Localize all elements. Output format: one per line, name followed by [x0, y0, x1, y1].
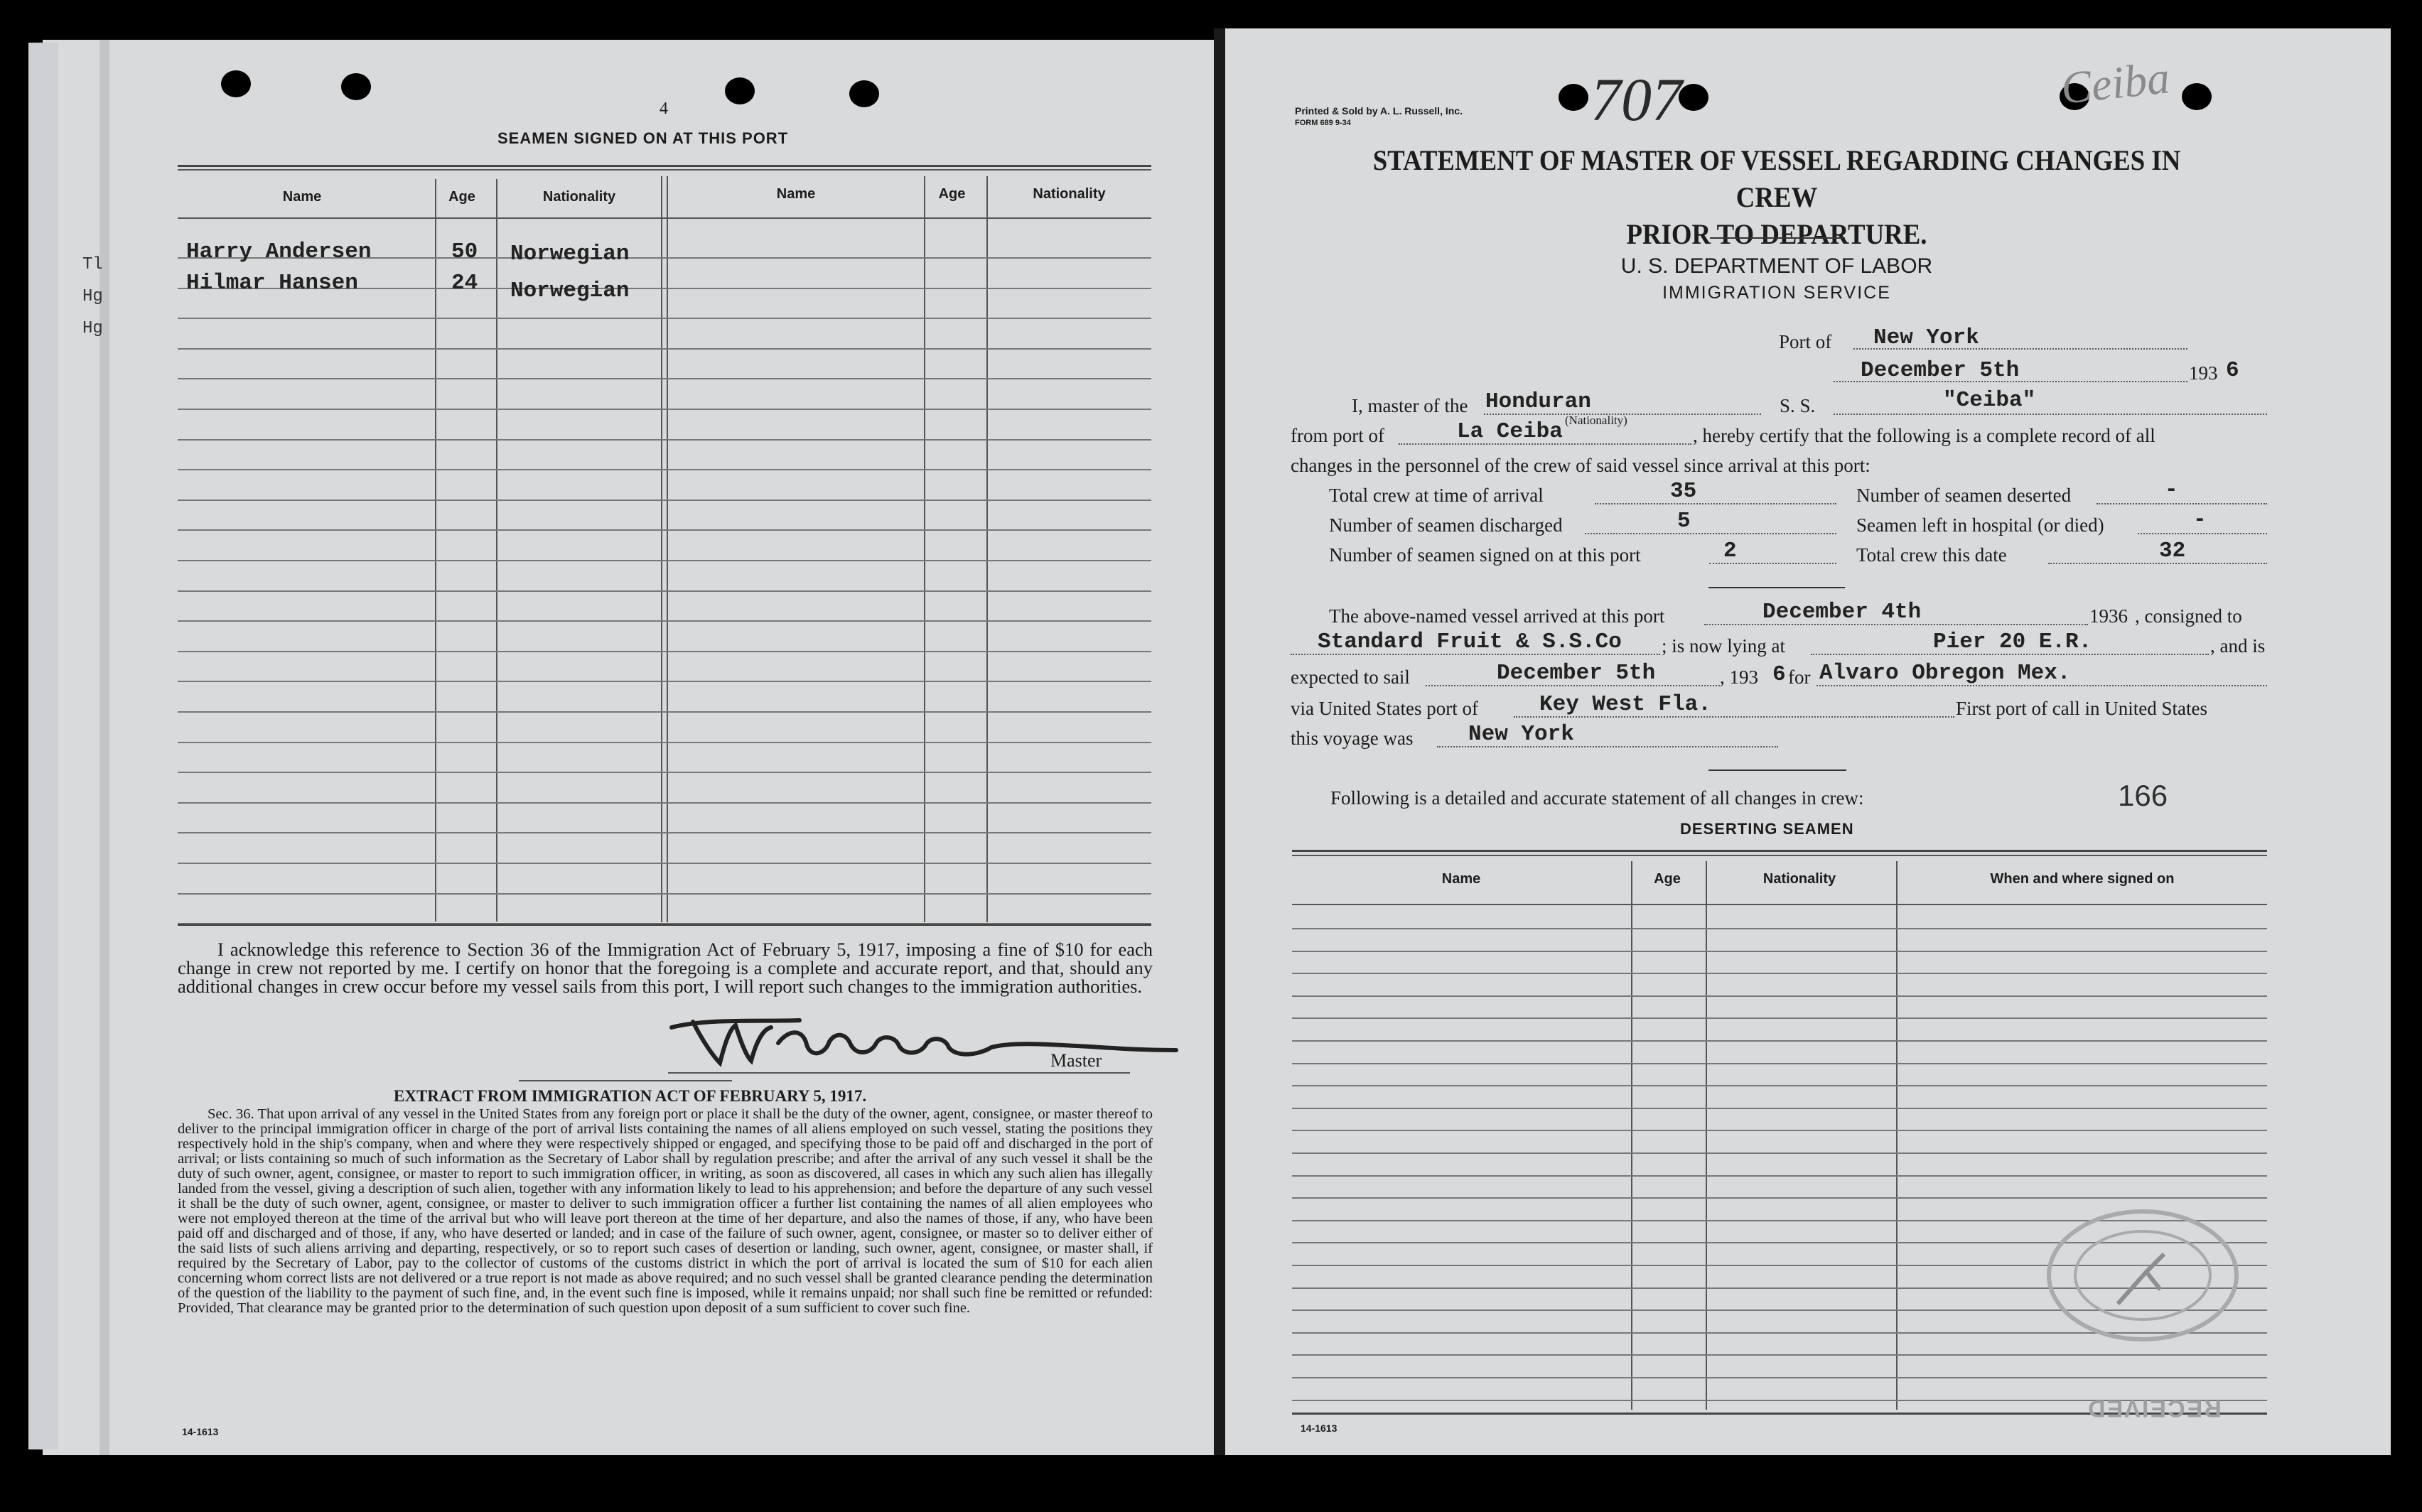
table-row-rule — [178, 500, 1151, 501]
table-row-rule — [1292, 973, 2267, 974]
table-row-rule — [1292, 1017, 2267, 1019]
port-value: New York — [1873, 325, 1979, 350]
table-row-rule — [1292, 951, 2267, 952]
punch-hole — [2182, 83, 2212, 110]
desert-col-age: Age — [1654, 871, 1681, 887]
arrived-year: 1936 — [2089, 605, 2128, 627]
punch-hole — [849, 80, 879, 107]
expected-year-prefix: , 193 — [1720, 666, 1758, 688]
statement-title-line1: STATEMENT OF MASTER OF VESSEL REGARDING CHANGES IN CREW — [1372, 144, 2181, 213]
table-row-rule — [1292, 1040, 2267, 1042]
signed-on-label: Number of seamen signed on at this port — [1329, 544, 1641, 566]
service: IMMIGRATION SERVICE — [1662, 283, 1891, 303]
table-row-rule — [178, 832, 1151, 833]
total-crew-arrival-label: Total crew at time of arrival — [1329, 485, 1544, 506]
seaman-2-nationality: Norwegian — [510, 279, 630, 303]
col-header-name: Name — [282, 189, 322, 205]
certify-text: , hereby certify that the following is a complete record of all — [1693, 425, 2155, 446]
from-port-label: from port of — [1291, 425, 1384, 446]
nationality-value: Honduran — [1485, 389, 1591, 414]
table-row-rule — [178, 863, 1151, 864]
hospital-label: Seamen left in hospital (or died) — [1856, 514, 2104, 536]
master-signature — [664, 1000, 1187, 1079]
year-suffix: 6 — [2226, 358, 2239, 383]
hospital-value: - — [2193, 507, 2207, 532]
table-row-rule — [178, 378, 1151, 379]
right-form-code: 14-1613 — [1301, 1422, 1338, 1434]
table-row-rule — [1292, 1130, 2267, 1131]
ss-label: S. S. — [1780, 395, 1816, 416]
total-today-value: 32 — [2159, 539, 2186, 563]
printer-credit: Printed & Sold by A. L. Russell, Inc. — [1295, 105, 1463, 117]
voyage-value: New York — [1468, 722, 1574, 747]
master-of-label: I, master of the — [1352, 395, 1468, 416]
following-label: Following is a detailed and accurate statement of all changes in crew: — [1330, 787, 1864, 809]
punch-hole — [221, 70, 251, 97]
punch-hole — [725, 77, 755, 104]
table-row-rule — [1292, 1063, 2267, 1064]
changes-text: changes in the personnel of the crew of said vessel since arrival at this port: — [1291, 455, 1871, 476]
table-row-rule — [1292, 995, 2267, 997]
ss-value: "Ceiba" — [1943, 388, 2036, 413]
seaman-1-nationality: Norwegian — [510, 242, 630, 266]
punch-hole — [341, 73, 371, 100]
discharged-value: 5 — [1677, 509, 1691, 534]
table-row-rule — [178, 318, 1151, 319]
left-edge-strip — [28, 43, 58, 1449]
table-row-rule — [178, 893, 1151, 895]
and-is-text: , and is — [2210, 635, 2266, 657]
page-gutter — [1214, 28, 1225, 1455]
lying-value: Pier 20 E.R. — [1933, 630, 2092, 654]
via-label: via United States port of — [1291, 698, 1478, 719]
table-row-rule — [1292, 1377, 2267, 1378]
voyage-label: this voyage was — [1291, 728, 1414, 749]
table-row-rule — [178, 590, 1151, 592]
seaman-2-age: 24 — [451, 271, 478, 296]
form-number: FORM 689 9-34 — [1295, 119, 1351, 127]
col-header-nationality: Nationality — [542, 189, 616, 205]
table-row-rule — [1292, 928, 2267, 929]
col-header-nationality-2: Nationality — [1033, 186, 1106, 202]
table-row-rule — [1292, 1175, 2267, 1177]
department: U. S. DEPARTMENT OF LABOR — [1620, 254, 1933, 278]
table-row-rule — [1292, 1197, 2267, 1199]
handwritten-file-number: 707 — [1591, 65, 1682, 134]
col-header-name-2: Name — [776, 186, 816, 202]
statement-title-line2: PRIOR TO DEPARTURE. — [1626, 218, 1927, 250]
statement-title — [1365, 142, 2188, 253]
desert-col-signed-on: When and where signed on — [1990, 871, 2175, 887]
table-row-rule — [1292, 1354, 2267, 1356]
arrived-label: The above-named vessel arrived at this port — [1329, 605, 1665, 627]
table-row-rule — [178, 742, 1151, 743]
seaman-1-name: Harry Andersen — [186, 239, 372, 264]
table-row-rule — [178, 348, 1151, 350]
via-value: Key West Fla. — [1539, 692, 1711, 717]
left-page-title: SEAMEN SIGNED ON AT THIS PORT — [497, 129, 789, 147]
port-label: Port of — [1779, 331, 1832, 352]
col-header-age-2: Age — [938, 186, 966, 202]
table-row-rule — [178, 409, 1151, 410]
nationality-caption: (Nationality) — [1565, 414, 1627, 427]
deserted-value: - — [2165, 477, 2178, 502]
acknowledgment-text: I acknowledge this reference to Section 36 of the Immigration Act of February 5, 1917, imposing a fine of $10 for each change in crew not reported by me. I certify on honor that the foregoing is a complete and accurate report, and that, should any additional changes in crew occur before my vessel sails from this port, I will report such changes to the immigration authorities. — [178, 939, 1153, 997]
table-row-rule — [178, 439, 1151, 441]
table-row-rule — [178, 681, 1151, 682]
total-crew-arrival-value: 35 — [1670, 479, 1697, 504]
punch-hole — [1559, 84, 1588, 111]
date-value: December 5th — [1861, 358, 2020, 383]
destination-value: Alvaro Obregon Mex. — [1819, 661, 2071, 686]
desert-col-nationality: Nationality — [1762, 871, 1836, 887]
master-label: Master — [1050, 1050, 1102, 1071]
expected-label: expected to sail — [1291, 666, 1410, 688]
handwritten-vessel-name: Ceiba — [2058, 52, 2173, 114]
consignee-value: Standard Fruit & S.S.Co — [1318, 630, 1622, 654]
seaman-2-name: Hilmar Hansen — [186, 271, 358, 296]
table-row-rule — [178, 711, 1151, 713]
consigned-label: , consigned to — [2135, 605, 2242, 627]
for-label: for — [1788, 666, 1811, 688]
stamp-number: 166 — [2118, 779, 2168, 812]
deserting-title: DESERTING SEAMEN — [1680, 820, 1854, 838]
immigration-seal-stamp — [2040, 1204, 2246, 1346]
lying-label: ; is now lying at — [1662, 635, 1785, 657]
table-row-rule — [1292, 1108, 2267, 1109]
table-row-rule — [178, 772, 1151, 773]
table-row-rule — [178, 529, 1151, 531]
received-stamp: RECEIVED — [2087, 1395, 2222, 1422]
first-port-label: First port of call in United States — [1956, 698, 2207, 719]
signed-on-value: 2 — [1723, 539, 1737, 563]
table-row-rule — [1292, 1152, 2267, 1154]
table-row-rule — [178, 620, 1151, 622]
from-port-value: La Ceiba — [1457, 419, 1563, 444]
arrived-value: December 4th — [1762, 600, 1922, 625]
col-header-age: Age — [448, 189, 475, 205]
punch-hole — [1679, 84, 1708, 111]
table-row-rule — [178, 651, 1151, 652]
discharged-label: Number of seamen discharged — [1329, 514, 1563, 536]
extract-title: EXTRACT FROM IMMIGRATION ACT OF FEBRUARY 5, 1917. — [394, 1087, 867, 1105]
table-row-rule — [178, 802, 1151, 804]
table-row-rule — [1292, 1085, 2267, 1086]
seaman-1-age: 50 — [451, 239, 478, 264]
year-prefix: 193 — [2189, 362, 2218, 384]
total-today-label: Total crew this date — [1856, 544, 2007, 566]
table-row-rule — [178, 469, 1151, 470]
expected-year-suffix: 6 — [1772, 662, 1786, 687]
deserted-label: Number of seamen deserted — [1856, 485, 2072, 506]
extract-text: Sec. 36. That upon arrival of any vessel in the United States from any foreign port or place it shall be the duty of the owner, agent, consignee, or master thereof to deliver to the principal immigration officer in charge of the port of arrival lists containing the names of all aliens employed on such vessel, stating the positions they respectively hold in the ship's company, when and where they were respectively shipped or engaged, and specifying those to be paid off and discharged in the port of arrival; or lists containing so much of such information as the Secretary of Labor shall by regulation prescribe; and after the arrival of any such vessel it shall be the duty of such owner, agent, consignee, or master to report to such immigration officer, in writing, as soon as discovered, all cases in which any such alien has illegally landed from the vessel, giving a description of such alien, together with any information likely to lead to his apprehension; and before the departure of any such vessel it shall be the duty of such owner, agent, consignee, or master to deliver to such immigration officer a further list containing the names of all alien employees who were not employed thereon at the time of the arrival but who will leave port thereon at the time of her departure, and also the names of those, if any, who have been paid off and discharged and of those, if any, who have deserted or landed; and in case of the failure of such owner, agent, consignee, or master so to deliver either of the said lists of such aliens arriving and departing, respectively, or so to report such cases of desertion or landing, such owner, agent, consignee, or master shall, if required by the Secretary of Labor, pay to the collector of customs of the customs district in which the port of arrival is located the sum of $10 for each alien concerning whom correct lists are not delivered or a true report is not made as above required; and no such vessel shall be granted clearance pending the determination of the question of the liability to the payment of such fine, and, in the event such fine is imposed, while it remains unpaid; nor shall such fine be remitted or refunded: Provided, That clearance may be granted prior to the determination of such question upon deposit of a sum sufficient to cover such fine. — [178, 1106, 1153, 1316]
expected-value: December 5th — [1497, 661, 1656, 686]
edge-fragment-text: Tl Hg Hg — [82, 255, 103, 338]
table-row-rule — [178, 560, 1151, 561]
left-form-code: 14-1613 — [182, 1426, 219, 1437]
page-number: 4 — [660, 99, 668, 118]
desert-col-name: Name — [1441, 871, 1481, 887]
